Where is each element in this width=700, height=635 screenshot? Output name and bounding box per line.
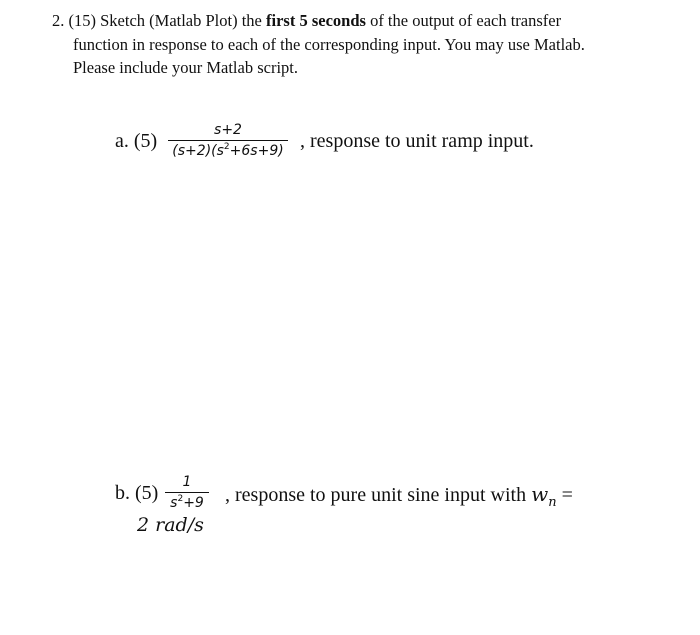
part-a-denominator: $(s+2)(s^2+6s+9)$ — [172, 142, 284, 159]
part-b-description — [225, 482, 573, 510]
part-a-description: , response to unit ramp input. — [300, 130, 534, 152]
part-b-denominator: $s^2+9$ — [170, 494, 204, 511]
part-a-numerator: s+2 — [214, 122, 242, 138]
question-intro: (15) Sketch (Matlab Plot) the — [68, 11, 267, 30]
question-emphasis: first 5 seconds — [266, 11, 366, 30]
question-number: 2. — [52, 11, 65, 30]
part-b-frequency-value: 2 rad/s — [137, 514, 204, 536]
part-a-transfer-function — [168, 122, 288, 160]
part-b-numerator: 1 — [182, 474, 192, 490]
part-b-frequency-variable: $w_n$ — [531, 482, 557, 510]
part-a-label: a. (5) — [115, 130, 158, 152]
part-b-transfer-function — [165, 474, 209, 512]
question-line-2: function in response to each of the corresponding input. You may use Matlab. — [73, 35, 585, 54]
part-b-equals: = — [556, 484, 573, 506]
part-b-text: , response to pure unit sine input with — [225, 484, 532, 506]
part-b-label: b. (5) — [115, 482, 159, 504]
question-line-3: Please include your Matlab script. — [73, 58, 298, 77]
question-intro-end: of the output of each transfer — [365, 11, 562, 30]
question-line-1 — [52, 11, 561, 31]
